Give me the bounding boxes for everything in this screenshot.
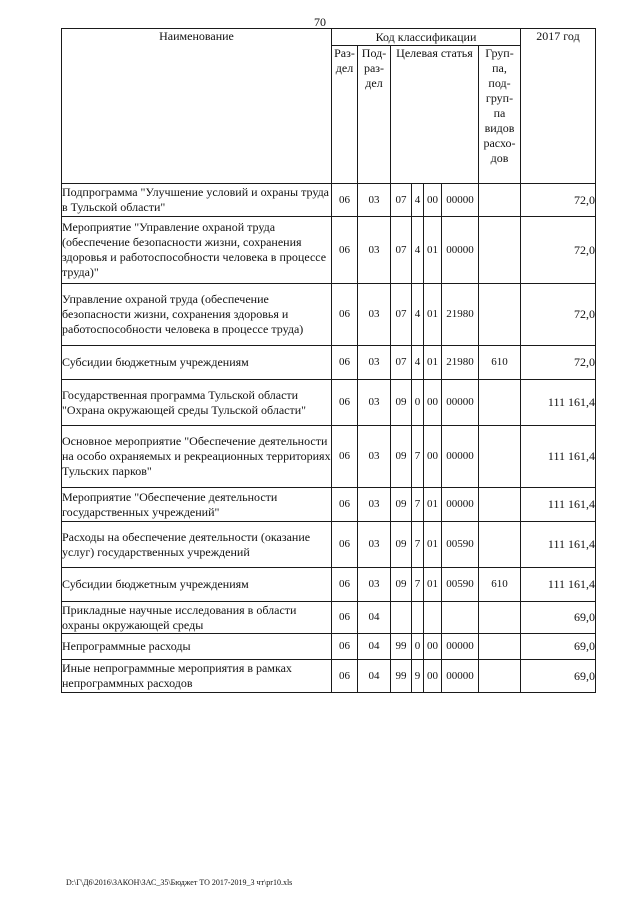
row-razdel: 06 (332, 522, 358, 568)
table-row (62, 602, 596, 634)
row-target-event: 00 (424, 184, 442, 217)
header-name: Наименование (62, 29, 332, 184)
row-target-event: 00 (424, 380, 442, 426)
row-expense-group (479, 284, 521, 346)
row-target-event: 00 (424, 634, 442, 660)
row-razdel: 06 (332, 380, 358, 426)
row-target-program: 09 (391, 426, 412, 488)
row-podrazdel: 03 (358, 522, 391, 568)
row-target-subprogram: 7 (412, 522, 424, 568)
row-target-subprogram: 7 (412, 568, 424, 602)
row-expense-group: 610 (479, 568, 521, 602)
row-target-event: 01 (424, 488, 442, 522)
row-expense-group (479, 426, 521, 488)
row-target-subprogram: 9 (412, 660, 424, 693)
row-target-direction: 00000 (442, 488, 479, 522)
row-amount: 111 161,4 (521, 522, 596, 568)
row-target-subprogram: 7 (412, 426, 424, 488)
row-podrazdel: 03 (358, 284, 391, 346)
row-target-program: 07 (391, 284, 412, 346)
row-razdel: 06 (332, 284, 358, 346)
row-target-event: 01 (424, 346, 442, 380)
row-razdel: 06 (332, 568, 358, 602)
row-podrazdel: 04 (358, 660, 391, 693)
row-name: Субсидии бюджетным учреждениям (62, 346, 332, 380)
row-razdel: 06 (332, 660, 358, 693)
row-target-program: 07 (391, 346, 412, 380)
row-expense-group (479, 184, 521, 217)
row-amount: 72,0 (521, 184, 596, 217)
row-target-subprogram: 7 (412, 488, 424, 522)
row-target-subprogram (412, 602, 424, 634)
row-razdel: 06 (332, 346, 358, 380)
row-target-subprogram: 0 (412, 634, 424, 660)
row-name: Мероприятие "Управление охраной труда (обеспечение безопасности жизни, сохранения здоровья и работоспособности человека в процессе труда)" (62, 217, 332, 284)
row-name: Прикладные научные исследования в области охраны окружающей среды (62, 602, 332, 634)
table-row (62, 522, 596, 568)
row-amount: 69,0 (521, 634, 596, 660)
row-name: Расходы на обеспечение деятельности (оказание услуг) государственных учреждений (62, 522, 332, 568)
row-amount: 111 161,4 (521, 380, 596, 426)
table-row (62, 660, 596, 693)
row-target-direction: 21980 (442, 346, 479, 380)
row-target-direction: 00590 (442, 522, 479, 568)
row-target-direction: 21980 (442, 284, 479, 346)
row-expense-group (479, 634, 521, 660)
row-target-event: 01 (424, 522, 442, 568)
row-name: Непрограммные расходы (62, 634, 332, 660)
row-target-subprogram: 4 (412, 217, 424, 284)
row-target-event: 00 (424, 426, 442, 488)
row-target-program: 09 (391, 522, 412, 568)
row-target-subprogram: 0 (412, 380, 424, 426)
row-amount: 111 161,4 (521, 426, 596, 488)
row-podrazdel: 03 (358, 488, 391, 522)
row-amount: 72,0 (521, 284, 596, 346)
table-row (62, 184, 596, 217)
row-expense-group (479, 602, 521, 634)
row-target-direction: 00590 (442, 568, 479, 602)
row-podrazdel: 04 (358, 634, 391, 660)
row-razdel: 06 (332, 426, 358, 488)
row-razdel: 06 (332, 184, 358, 217)
row-target-direction (442, 602, 479, 634)
table-row (62, 346, 596, 380)
row-amount: 72,0 (521, 217, 596, 284)
row-target-program (391, 602, 412, 634)
header-target-article: Целевая статья (391, 46, 479, 184)
row-target-event: 01 (424, 568, 442, 602)
row-target-program: 09 (391, 380, 412, 426)
row-name: Государственная программа Тульской области "Охрана окружающей среды Тульской области" (62, 380, 332, 426)
row-podrazdel: 03 (358, 426, 391, 488)
header-year: 2017 год (521, 29, 596, 184)
row-name: Подпрограмма "Улучшение условий и охраны труда в Тульской области" (62, 184, 332, 217)
row-target-direction: 00000 (442, 380, 479, 426)
row-expense-group (479, 488, 521, 522)
table-row (62, 634, 596, 660)
row-podrazdel: 03 (358, 380, 391, 426)
row-name: Основное мероприятие "Обеспечение деятельности на особо охраняемых и рекреационных территориях Тульских парков" (62, 426, 332, 488)
table-row (62, 568, 596, 602)
row-expense-group (479, 522, 521, 568)
row-expense-group: 610 (479, 346, 521, 380)
row-razdel: 06 (332, 634, 358, 660)
row-expense-group (479, 380, 521, 426)
row-target-program: 99 (391, 634, 412, 660)
table-row (62, 488, 596, 522)
row-target-subprogram: 4 (412, 284, 424, 346)
row-amount: 69,0 (521, 660, 596, 693)
row-razdel: 06 (332, 217, 358, 284)
row-target-event: 00 (424, 660, 442, 693)
row-name: Управление охраной труда (обеспечение безопасности жизни, сохранения здоровья и работоспособности человека в процессе труда) (62, 284, 332, 346)
row-target-direction: 00000 (442, 634, 479, 660)
row-razdel: 06 (332, 602, 358, 634)
row-name: Иные непрограммные мероприятия в рамках непрограммных расходов (62, 660, 332, 693)
row-name: Субсидии бюджетным учреждениям (62, 568, 332, 602)
row-target-subprogram: 4 (412, 346, 424, 380)
row-name: Мероприятие "Обеспечение деятельности государственных учреждений" (62, 488, 332, 522)
table-row (62, 426, 596, 488)
table-row (62, 380, 596, 426)
row-razdel: 06 (332, 488, 358, 522)
header-code-group: Код классификации (332, 29, 521, 46)
row-podrazdel: 03 (358, 346, 391, 380)
row-amount: 69,0 (521, 602, 596, 634)
table-row (62, 217, 596, 284)
header-expense-group: Груп- па, под- груп- па видов расхо- дов (479, 46, 521, 184)
page-number: 70 (314, 15, 326, 29)
row-target-direction: 00000 (442, 426, 479, 488)
row-target-event: 01 (424, 284, 442, 346)
row-target-program: 07 (391, 184, 412, 217)
table-row (62, 284, 596, 346)
row-target-program: 09 (391, 488, 412, 522)
row-podrazdel: 03 (358, 568, 391, 602)
row-target-direction: 00000 (442, 660, 479, 693)
file-path-footer: D:\Г\Д6\2016\ЗАКОН\ЗАС_35\Бюджет ТО 2017-2019_3 чт\pr10.xls (66, 878, 293, 887)
row-amount: 72,0 (521, 346, 596, 380)
header-podrazdel: Под- раз- дел (358, 46, 391, 184)
row-target-event: 01 (424, 217, 442, 284)
row-podrazdel: 04 (358, 602, 391, 634)
table-body (62, 184, 596, 693)
row-amount: 111 161,4 (521, 488, 596, 522)
row-amount: 111 161,4 (521, 568, 596, 602)
row-podrazdel: 03 (358, 217, 391, 284)
row-expense-group (479, 217, 521, 284)
row-target-program: 09 (391, 568, 412, 602)
header-razdel: Раз- дел (332, 46, 358, 184)
row-target-program: 99 (391, 660, 412, 693)
row-target-subprogram: 4 (412, 184, 424, 217)
row-target-direction: 00000 (442, 217, 479, 284)
budget-table (61, 28, 596, 693)
row-expense-group (479, 660, 521, 693)
row-target-event (424, 602, 442, 634)
row-podrazdel: 03 (358, 184, 391, 217)
row-target-direction: 00000 (442, 184, 479, 217)
row-target-program: 07 (391, 217, 412, 284)
